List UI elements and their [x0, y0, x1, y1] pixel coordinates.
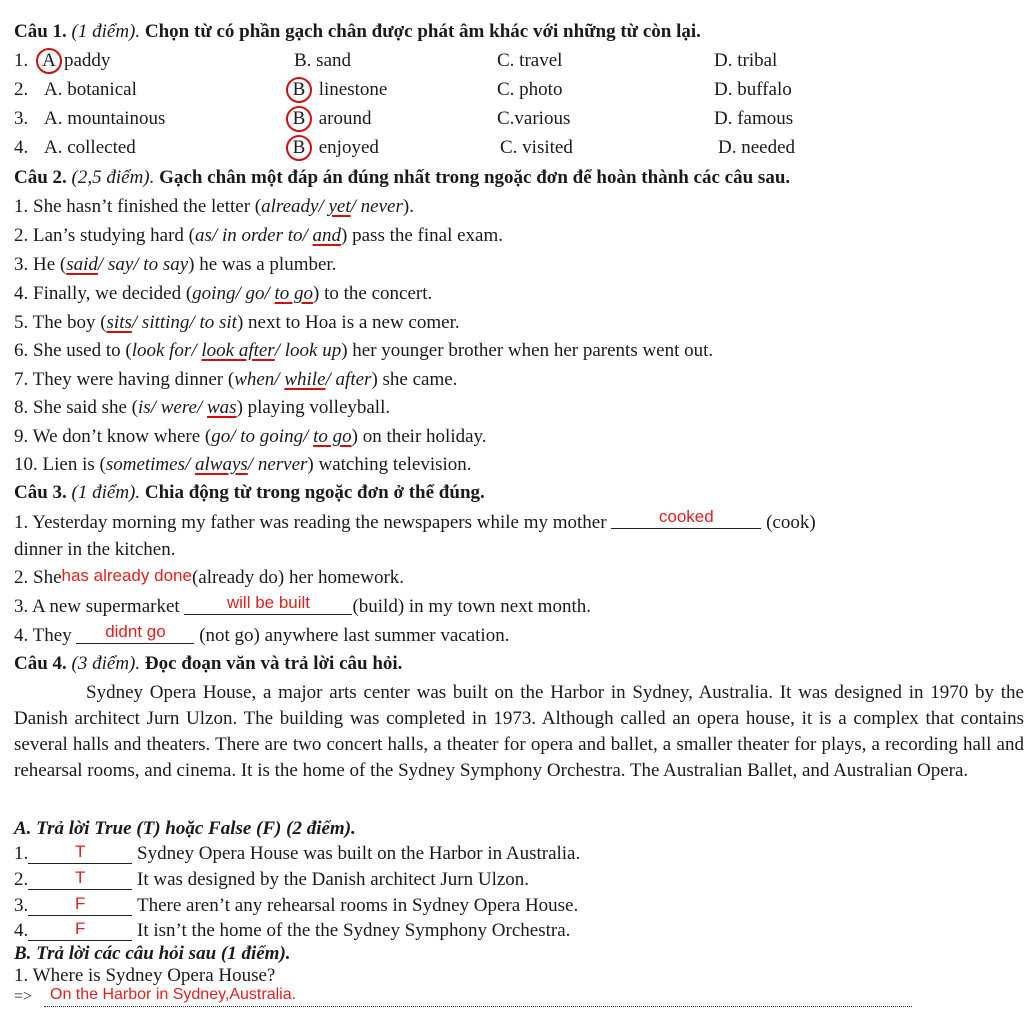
answer-blank	[611, 506, 761, 529]
item-text: It isn’t the home of the the Sydney Symphony Orchestra.	[137, 920, 571, 941]
option-word: around	[318, 108, 372, 129]
q1-row4-a: A. collected	[44, 137, 136, 158]
item-text: 5. The boy (	[14, 312, 107, 333]
option-word: paddy	[64, 50, 111, 71]
underlined-answer: always	[195, 454, 248, 475]
option-text: / look up	[274, 340, 342, 361]
q1-row2-a: A. botanical	[44, 79, 137, 100]
q1-row-num: 4.	[14, 137, 29, 158]
item-text: There aren’t any rehearsal rooms in Sydney Opera House.	[137, 895, 579, 916]
q3-item-2	[14, 567, 404, 590]
option-text: going/ go/	[192, 283, 275, 304]
item-text: ) on their holiday.	[351, 426, 487, 447]
answer-blank	[62, 565, 192, 588]
q2-item-8	[14, 397, 390, 419]
item-text: ) watching television.	[307, 454, 472, 475]
item-number: 4.	[14, 920, 29, 941]
q4-heading: Câu 4.	[14, 653, 67, 674]
handwritten-answer: didnt go	[105, 622, 166, 641]
item-text: 3. He (	[14, 254, 67, 275]
q1-row-num: 2.	[14, 79, 29, 100]
reading-passage: Sydney Opera House, a major arts center was built on the Harbor in Sydney, Australia. It was designed in 1970 by the Danish architect Jurn Ulzon. The building was completed in 1973. Although called an opera house, it is a complex that contains several halls and theaters. There are two concert halls, a theater for opera and ballet, a smaller theater for plays, a recording hall and rehearsal rooms, and cinema. It is the home of the Sydney Symphony Orchestra. The Australian Ballet, and Australian Opera.	[14, 682, 1024, 781]
q3-item-4	[14, 622, 510, 648]
item-number: 1.	[14, 843, 29, 864]
underlined-answer: said	[66, 254, 98, 275]
item-text: ) her younger brother when her parents went out.	[341, 340, 714, 361]
option-text: is/ were/	[138, 397, 207, 418]
q1-row4-c: C. visited	[500, 137, 573, 158]
item-text: ) to the concert.	[313, 283, 433, 304]
underlined-answer: to go	[313, 426, 352, 447]
item-text: 10. Lien is (	[14, 454, 106, 475]
option-text: / say/ to say	[97, 254, 189, 275]
tf-item-3	[14, 895, 578, 918]
q1-row-num: 3.	[14, 108, 29, 129]
answer-circle-b: B	[286, 77, 312, 103]
q2-item-4	[14, 283, 432, 305]
q2-points: (2,5 điểm).	[71, 167, 155, 188]
item-text: 7. They were having dinner (	[14, 369, 235, 390]
answer-blank	[28, 893, 132, 916]
handwritten-answer: will be built	[226, 593, 311, 612]
item-text: ) playing volleyball.	[236, 397, 391, 418]
option-text: look for/	[131, 340, 202, 361]
item-text: It was designed by the Danish architect Jurn Ulzon.	[137, 869, 530, 890]
underlined-answer: look after	[201, 340, 275, 361]
q2-item-3	[14, 254, 336, 276]
q1-row4-b	[286, 135, 379, 161]
handwritten-answer: F	[75, 894, 86, 913]
answer-circle-b: B	[286, 106, 312, 132]
underlined-answer: was	[206, 397, 237, 418]
underlined-answer: and	[312, 225, 342, 246]
item-text: (not go) anywhere last summer vacation.	[199, 625, 510, 646]
handwritten-answer: has already done	[61, 566, 192, 585]
item-text: ).	[402, 196, 414, 217]
q2-item-1	[14, 196, 414, 218]
q4-points: (3 điểm).	[71, 653, 141, 674]
item-text: 6. She used to (	[14, 340, 132, 361]
answer-circle-a: A	[36, 48, 62, 74]
underlined-answer: while	[284, 369, 326, 390]
q2-instruction: Gạch chân một đáp án đúng nhất trong ngoặc đơn để hoàn thành các câu sau.	[159, 167, 791, 188]
q1-title	[14, 21, 701, 43]
q4-title	[14, 653, 402, 675]
q3-item-3	[14, 593, 591, 619]
option-word: enjoyed	[318, 137, 379, 158]
q2-item-9	[14, 426, 487, 448]
q1-row3-c: C.various	[497, 108, 571, 129]
answer-dotted-line	[44, 1006, 912, 1007]
handwritten-answer: F	[75, 919, 86, 938]
q1-row1-a	[36, 48, 110, 74]
option-text: go/ to going/	[211, 426, 314, 447]
option-text: / sitting/ to sit	[131, 312, 237, 333]
underlined-answer: sits	[106, 312, 132, 333]
item-text: 8. She said she (	[14, 397, 139, 418]
item-text: ) he was a plumber.	[188, 254, 337, 275]
option-text: when/	[234, 369, 285, 390]
item-text: 2. She	[14, 567, 62, 588]
item-text: ) next to Hoa is a new comer.	[236, 312, 460, 333]
item-number: 3.	[14, 895, 29, 916]
q3-item-1	[14, 507, 816, 535]
q1-row-num: 1.	[14, 50, 29, 71]
q1-points: (1 điểm).	[71, 21, 141, 42]
q1-row2-c: C. photo	[497, 79, 563, 100]
item-text: (build) in my town next month.	[352, 596, 591, 617]
q1-row3-b	[286, 106, 372, 132]
item-text: (already do) her homework.	[191, 567, 405, 588]
item-text: 3. A new supermarket	[14, 596, 180, 617]
q3-title	[14, 482, 485, 504]
q1-row4-d: D. needed	[718, 137, 796, 158]
underlined-answer: to go	[274, 283, 314, 304]
q1-row3-d: D. famous	[714, 108, 794, 129]
option-word: linestone	[318, 79, 388, 100]
option-text: / nerver	[247, 454, 308, 475]
answer-arrow: =>	[14, 988, 33, 1005]
item-text: (cook)	[766, 512, 816, 533]
q4-instruction: Đọc đoạn văn và trả lời câu hỏi.	[144, 653, 403, 674]
q1-row1-c: C. travel	[497, 50, 563, 71]
option-text: already/	[261, 196, 329, 217]
part-b-answer-1: On the Harbor in Sydney,Australia.	[50, 986, 297, 1003]
q2-heading: Câu 2.	[14, 167, 67, 188]
q2-item-2	[14, 225, 503, 247]
answer-blank	[76, 621, 194, 644]
tf-item-4	[14, 920, 570, 943]
item-text: Sydney Opera House was built on the Harbor in Australia.	[137, 843, 581, 864]
q4-part-b: B. Trả lời các câu hỏi sau (1 điểm).	[14, 943, 291, 964]
q3-item-1-cont: dinner in the kitchen.	[14, 539, 176, 560]
answer-circle-b: B	[286, 135, 312, 161]
q2-item-6	[14, 340, 713, 362]
item-text: 1. She hasn’t finished the letter (	[14, 196, 262, 217]
part-b-question-1: 1. Where is Sydney Opera House?	[14, 965, 276, 986]
q1-row2-b	[286, 77, 387, 103]
item-text: 4. Finally, we decided (	[14, 283, 193, 304]
q4-part-a: A. Trả lời True (T) hoặc False (F) (2 điểm).	[14, 818, 356, 839]
q2-item-7	[14, 369, 457, 391]
q2-item-10	[14, 454, 472, 476]
item-text: 1. Yesterday morning my father was reading the newspapers while my mother	[14, 512, 607, 533]
q2-item-5	[14, 312, 460, 334]
q3-points: (1 điểm).	[71, 482, 141, 503]
q3-instruction: Chia động từ trong ngoặc đơn ở thể đúng.	[144, 482, 485, 503]
answer-blank	[28, 918, 132, 941]
item-text: 2. Lan’s studying hard (	[14, 225, 196, 246]
option-text: as/ in order to/	[195, 225, 313, 246]
tf-item-2	[14, 869, 529, 892]
item-text: ) she came.	[371, 369, 458, 390]
q3-heading: Câu 3.	[14, 482, 67, 503]
item-text: 4. They	[14, 625, 72, 646]
item-text: ) pass the final exam.	[341, 225, 504, 246]
option-text: / after	[325, 369, 372, 390]
handwritten-answer: cooked	[658, 507, 714, 526]
handwritten-answer: T	[75, 868, 86, 887]
q1-row1-d: D. tribal	[714, 50, 778, 71]
option-text: / never	[350, 196, 403, 217]
handwritten-answer: T	[75, 842, 86, 861]
q1-row2-d: D. buffalo	[714, 79, 792, 100]
answer-blank	[184, 592, 352, 615]
option-text: sometimes/	[105, 454, 196, 475]
item-text: 9. We don’t know where (	[14, 426, 212, 447]
q1-instruction: Chọn từ có phần gạch chân được phát âm khác với những từ còn lại.	[144, 21, 701, 42]
q1-row3-a: A. mountainous	[44, 108, 166, 129]
tf-item-1	[14, 843, 580, 866]
q1-heading: Câu 1.	[14, 21, 67, 42]
q1-row1-b: B. sand	[294, 50, 351, 71]
q2-title	[14, 167, 790, 189]
answer-blank	[28, 841, 132, 864]
item-number: 2.	[14, 869, 29, 890]
underlined-answer: yet	[328, 196, 351, 217]
answer-blank	[28, 867, 132, 890]
